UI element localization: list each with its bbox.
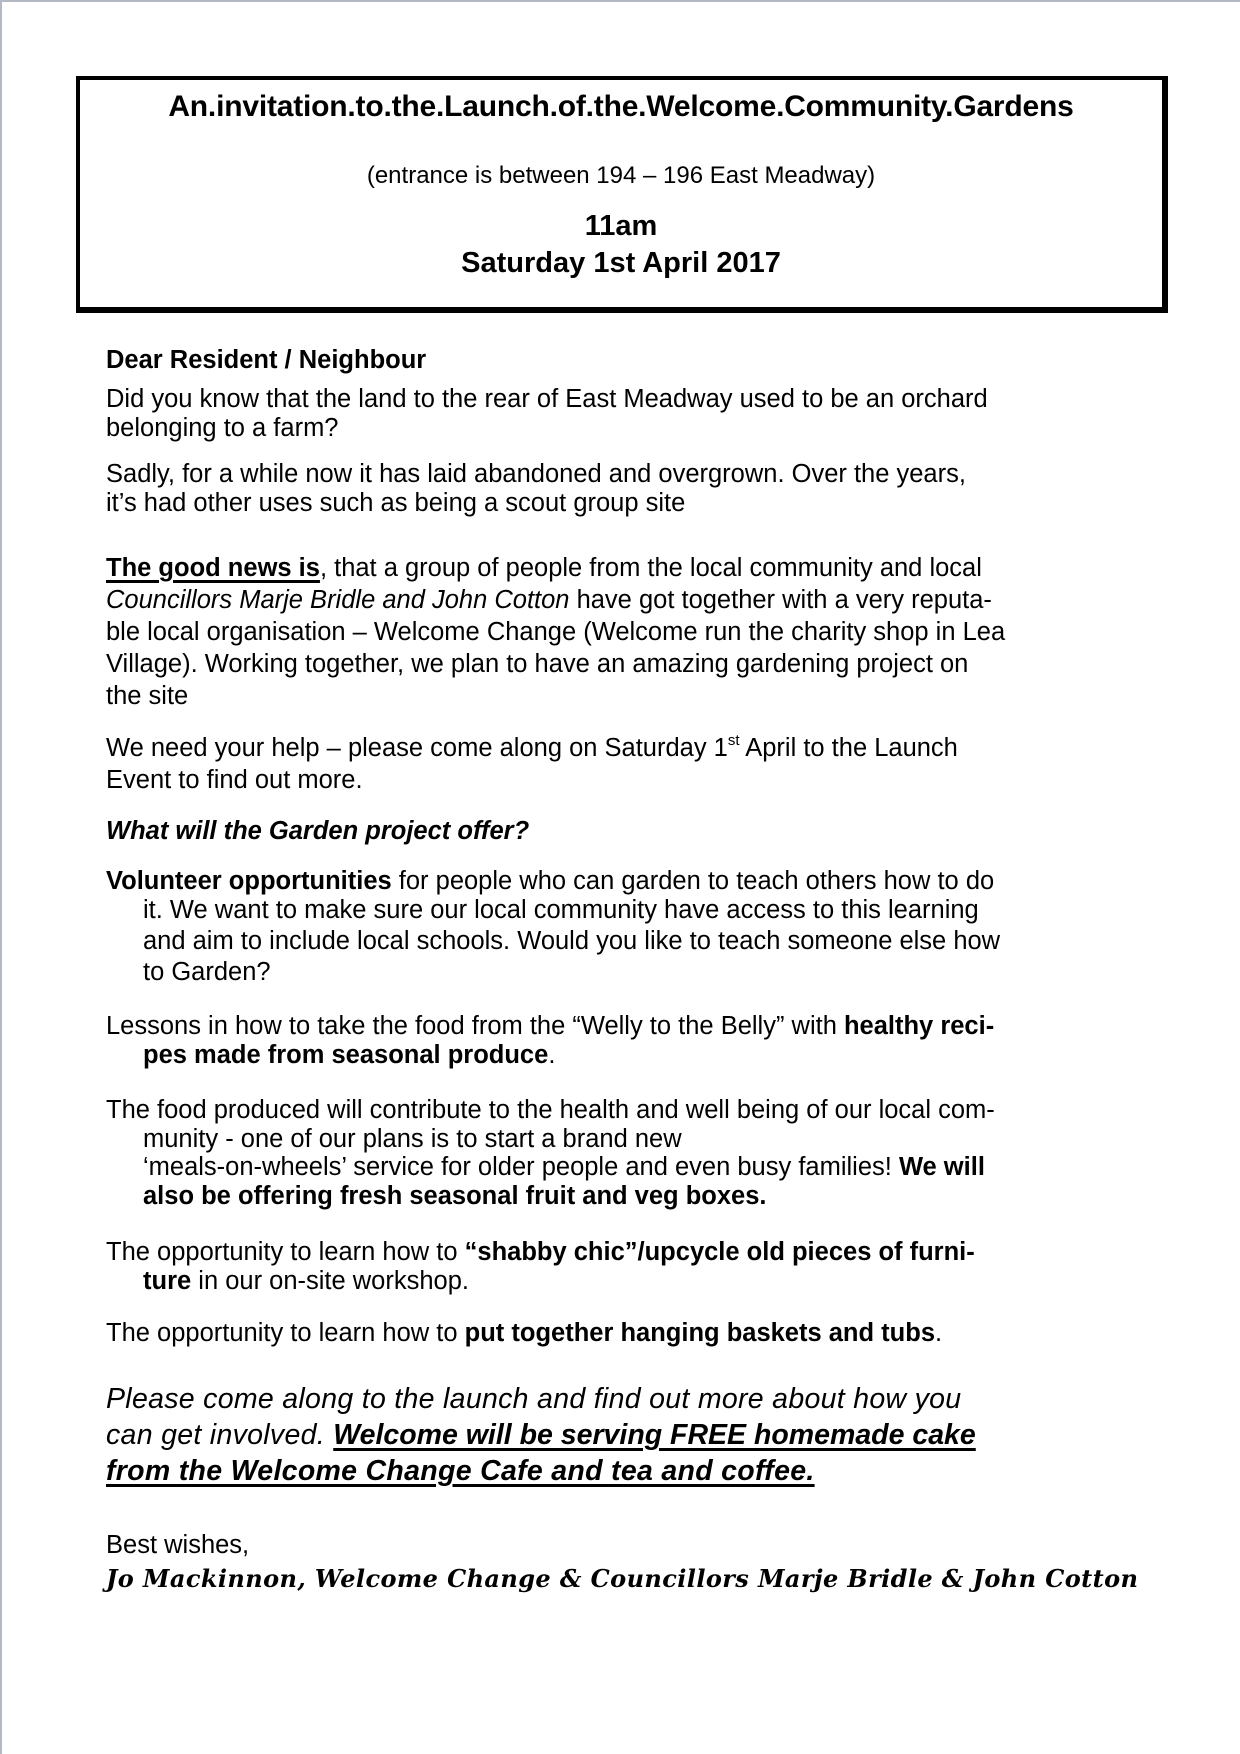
paragraph-4-line-1 — [106, 733, 958, 763]
paragraph-3-line-2-rest: have got together with a very reputa- — [569, 586, 992, 614]
paragraph-2-line-2: it’s had other uses such as being a scout group site — [106, 489, 686, 517]
offer-3-line-3-a: ‘meals-on-wheels’ service for older people and even busy families! — [143, 1153, 899, 1181]
offer-2-line-1-bold: healthy reci- — [843, 1012, 995, 1040]
paragraph-4-line-1-b: April to the Launch — [739, 734, 958, 762]
invitation-title: An.invitation.to.the.Launch.of.the.Welcome.Community.Gardens — [168, 90, 1074, 123]
page-edge-top — [0, 0, 1240, 2]
invitation-header-box — [76, 76, 1168, 313]
paragraph-3-line-4: Village). Working together, we plan to have an amazing gardening project on — [106, 650, 969, 678]
offer-5-line-1-a: The opportunity to learn how to — [106, 1319, 465, 1347]
paragraph-4-line-1-a: We need your help – please come along on Saturday 1 — [106, 734, 728, 762]
offer-1-line-3: and aim to include local schools. Would you like to teach someone else how — [143, 927, 1001, 955]
offer-3-line-2: munity - one of our plans is to start a brand new — [143, 1125, 682, 1153]
offer-4-line-1-bold: “shabby chic”/upcycle old pieces of furni- — [464, 1238, 975, 1266]
offer-4-line-2-rest: in our on-site workshop. — [191, 1267, 469, 1295]
entrance-note: (entrance is between 194 – 196 East Meadway) — [366, 162, 876, 189]
page-edge-left — [0, 0, 2, 1754]
closing-line-3: from the Welcome Change Cafe and tea and coffee. — [106, 1455, 815, 1487]
paragraph-3-line-5: the site — [106, 682, 189, 710]
offer-1-line-1-rest: for people who can garden to teach others how to do — [391, 867, 995, 895]
offer-3-line-1: The food produced will contribute to the health and well being of our local com- — [106, 1096, 995, 1124]
closing-line-2-a: can get involved. — [106, 1419, 334, 1451]
councillors-names: Councillors Marje Bridle and John Cotton — [106, 586, 570, 614]
offer-2-line-1-a: Lessons in how to take the food from the “Welly to the Belly” with — [106, 1012, 844, 1040]
ordinal-suffix: st — [727, 732, 740, 749]
offer-4-line-1 — [106, 1237, 975, 1267]
offer-4-line-2-bold: ture — [143, 1267, 192, 1295]
offer-1-line-2: it. We want to make sure our local community have access to this learning — [143, 896, 979, 924]
offer-4-line-2 — [143, 1266, 469, 1296]
event-time: 11am — [584, 210, 658, 242]
offer-3-line-4: also be offering fresh seasonal fruit and veg boxes. — [143, 1182, 767, 1210]
paragraph-3-line-3: ble local organisation – Welcome Change (Welcome run the charity shop in Lea — [106, 618, 1006, 646]
paragraph-2-line-1: Sadly, for a while now it has laid abandoned and overgrown. Over the years, — [106, 460, 966, 488]
offer-2-line-2-rest: . — [548, 1041, 556, 1069]
free-cake-emphasis: Welcome will be serving FREE homemade cake — [333, 1419, 976, 1451]
paragraph-1-line-2: belonging to a farm? — [106, 414, 339, 442]
good-news-emphasis: The good news is — [106, 554, 320, 582]
paragraph-3-line-1 — [106, 553, 982, 583]
paragraph-4-line-2: Event to find out more. — [106, 766, 363, 794]
greeting: Dear Resident / Neighbour — [106, 346, 427, 374]
offer-4-line-1-a: The opportunity to learn how to — [106, 1238, 465, 1266]
paragraph-3-line-2 — [106, 585, 992, 615]
offer-3-line-3 — [143, 1152, 985, 1182]
offer-5-line-1 — [106, 1318, 942, 1348]
offer-subheading: What will the Garden project offer? — [106, 817, 530, 845]
paragraph-3-line-1-rest: , that a group of people from the local community and local — [319, 554, 982, 582]
offer-1-line-1 — [106, 866, 994, 896]
offer-2-line-1 — [106, 1011, 994, 1041]
offer-2-line-2-bold: pes made from seasonal produce — [143, 1041, 549, 1069]
paragraph-1-line-1: Did you know that the land to the rear of East Meadway used to be an orchard — [106, 385, 988, 413]
sign-off: Best wishes, — [106, 1531, 250, 1559]
signature: Jo Mackinnon, Welcome Change & Councillors Marje Bridle & John Cotton — [106, 1564, 1139, 1593]
offer-3-line-3-bold: We will — [898, 1153, 985, 1181]
closing-line-1: Please come along to the launch and find out more about how you — [106, 1383, 962, 1415]
event-date: Saturday 1st April 2017 — [461, 247, 781, 279]
offer-5-line-1-end: . — [935, 1319, 943, 1347]
offer-1-lead: Volunteer opportunities — [106, 867, 392, 895]
closing-line-2 — [106, 1417, 976, 1453]
offer-5-line-1-bold: put together hanging baskets and tubs — [464, 1319, 935, 1347]
offer-2-line-2 — [143, 1040, 555, 1070]
offer-1-line-4: to Garden? — [143, 958, 271, 986]
